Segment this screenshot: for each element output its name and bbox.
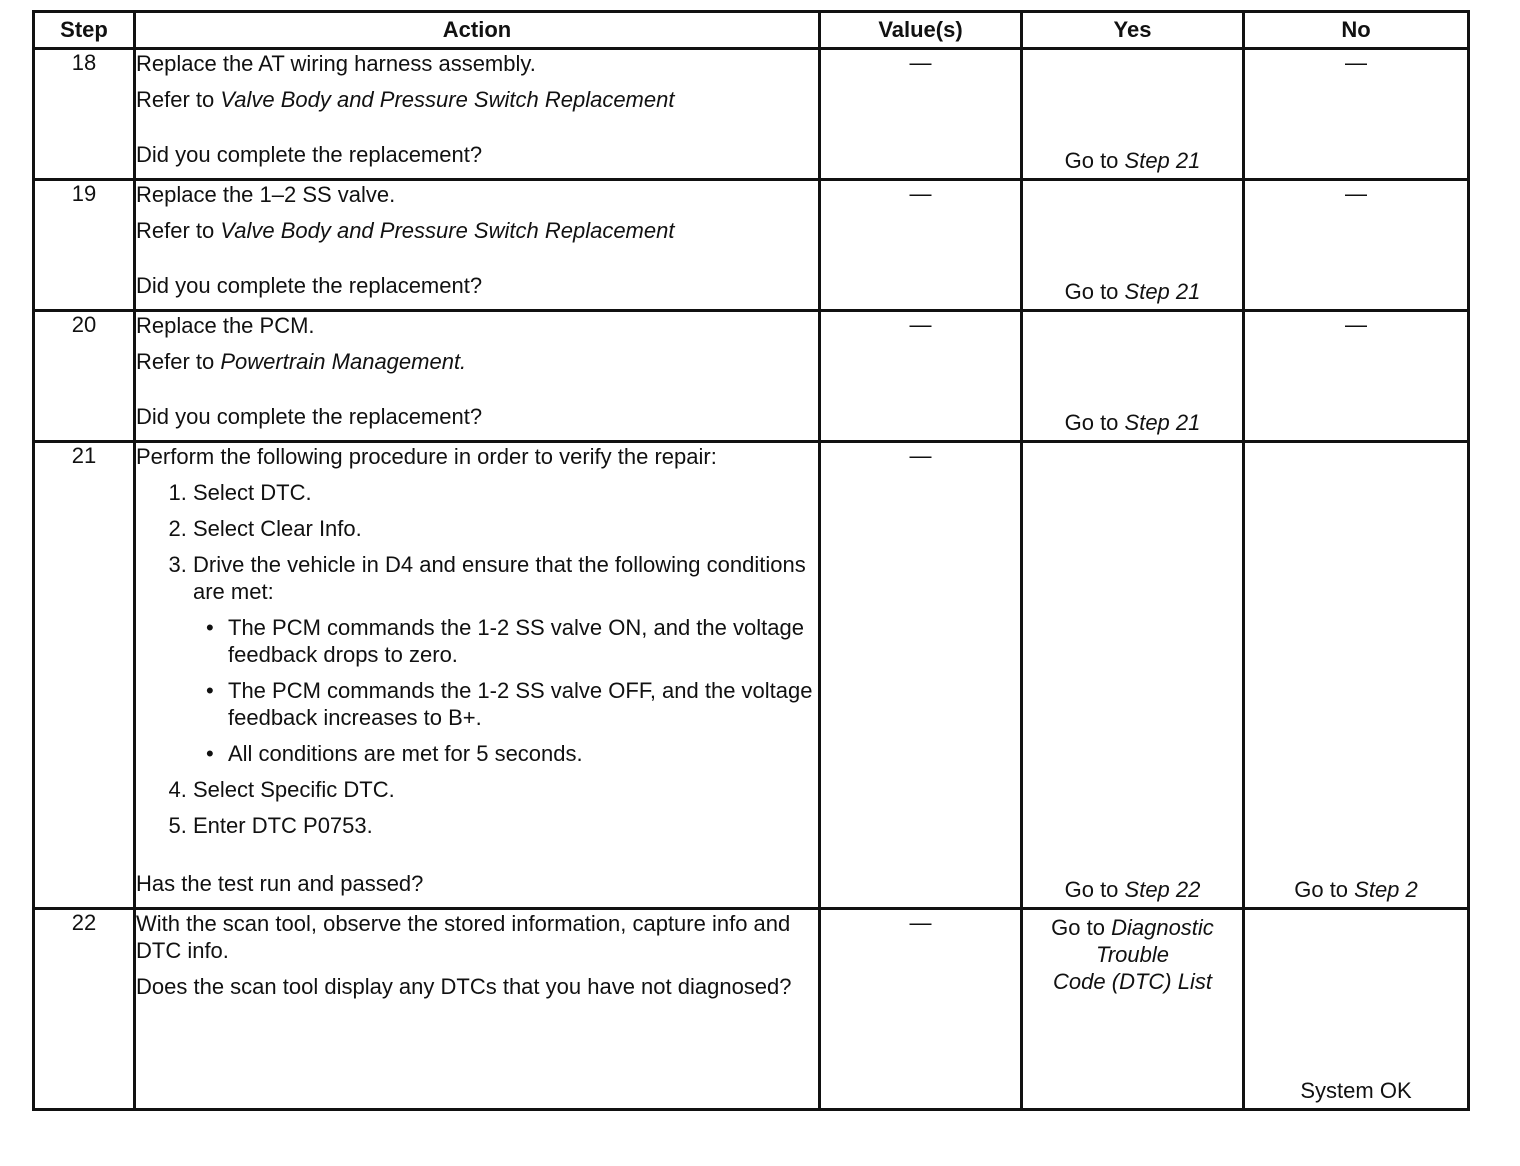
yes-cell [1022,442,1244,909]
header-row [34,12,1469,49]
action-cell [135,442,820,909]
no-cell: — [1244,49,1469,180]
yes-goto[interactable]: Go to Step 21 [1064,410,1201,435]
action-question: Does the scan tool display any DTCs that you have not diagnosed? [136,974,792,999]
action-text: Replace the PCM. [136,313,315,338]
action-refer: Refer to Powertrain Management. [136,349,467,374]
action-cell [135,311,820,442]
yes-goto[interactable]: Go to Step 21 [1064,148,1201,173]
condition-item: • The PCM commands the 1-2 SS valve OFF, and the voltage feedback increases to B+. [228,677,818,731]
yes-cell [1022,909,1244,1110]
table-row [34,311,1469,442]
procedure-step: 4. Select Specific DTC. [193,776,818,803]
action-refer: Refer to Valve Body and Pressure Switch Replacement [136,218,675,243]
step-number: 18 [34,49,135,180]
procedure-step: 5. Enter DTC P0753. [193,812,818,839]
step-number: 21 [34,442,135,909]
table-row [34,442,1469,909]
header-no: No [1244,12,1469,49]
no-cell [1244,442,1469,909]
condition-item: • All conditions are met for 5 seconds. [228,740,818,767]
step-number: 19 [34,180,135,311]
value-cell: — [820,49,1022,180]
header-yes: Yes [1022,12,1244,49]
refer-link: Powertrain Management. [220,349,467,374]
action-text: With the scan tool, observe the stored information, capture info and DTC info. [136,911,791,963]
yes-cell [1022,49,1244,180]
value-cell: — [820,442,1022,909]
procedure-list [136,479,818,839]
action-text: Replace the AT wiring harness assembly. [136,51,536,76]
condition-item: • The PCM commands the 1-2 SS valve ON, and the voltage feedback drops to zero. [228,614,818,668]
yes-goto[interactable]: Go to Diagnostic Trouble Code (DTC) List [1051,915,1214,994]
step-number: 22 [34,909,135,1110]
no-cell: — [1244,311,1469,442]
no-goto[interactable]: Go to Step 2 [1294,877,1418,902]
refer-link: Valve Body and Pressure Switch Replacement [220,218,675,243]
value-cell: — [820,180,1022,311]
table-row [34,180,1469,311]
step-number: 20 [34,311,135,442]
yes-goto[interactable]: Go to Step 21 [1064,279,1201,304]
no-cell: — [1244,180,1469,311]
header-step: Step [34,12,135,49]
action-question: Did you complete the replacement? [136,273,483,298]
yes-cell [1022,180,1244,311]
action-cell [135,180,820,311]
value-cell: — [820,909,1022,1110]
value-cell: — [820,311,1022,442]
procedure-step: 1. Select DTC. [193,479,818,506]
action-question: Did you complete the replacement? [136,404,483,429]
condition-list [193,614,818,767]
table-row [34,49,1469,180]
yes-goto[interactable]: Go to Step 22 [1064,877,1201,902]
action-refer: Refer to Valve Body and Pressure Switch Replacement [136,87,675,112]
procedure-step: 2. Select Clear Info. [193,515,818,542]
no-cell [1244,909,1469,1110]
header-values: Value(s) [820,12,1022,49]
action-question: Did you complete the replacement? [136,142,483,167]
yes-cell [1022,311,1244,442]
no-result: System OK [1300,1078,1412,1103]
action-question: Has the test run and passed? [136,871,424,896]
action-text: Perform the following procedure in order to verify the repair: [136,444,717,469]
diagnostic-table [32,10,1470,1111]
action-cell [135,49,820,180]
action-cell [135,909,820,1110]
header-action: Action [135,12,820,49]
refer-link: Valve Body and Pressure Switch Replacement [220,87,675,112]
action-text: Replace the 1–2 SS valve. [136,182,396,207]
table-row [34,909,1469,1110]
procedure-step: 3. Drive the vehicle in D4 and ensure that the following conditions are met: • The PCM commands the 1-2 SS valve ON, and the voltage feedback drops to zero. • The PCM commands the 1-2 SS valve OFF, and the voltage feedback increases to B+. • All conditions are met for 5 seconds. [193,551,818,767]
